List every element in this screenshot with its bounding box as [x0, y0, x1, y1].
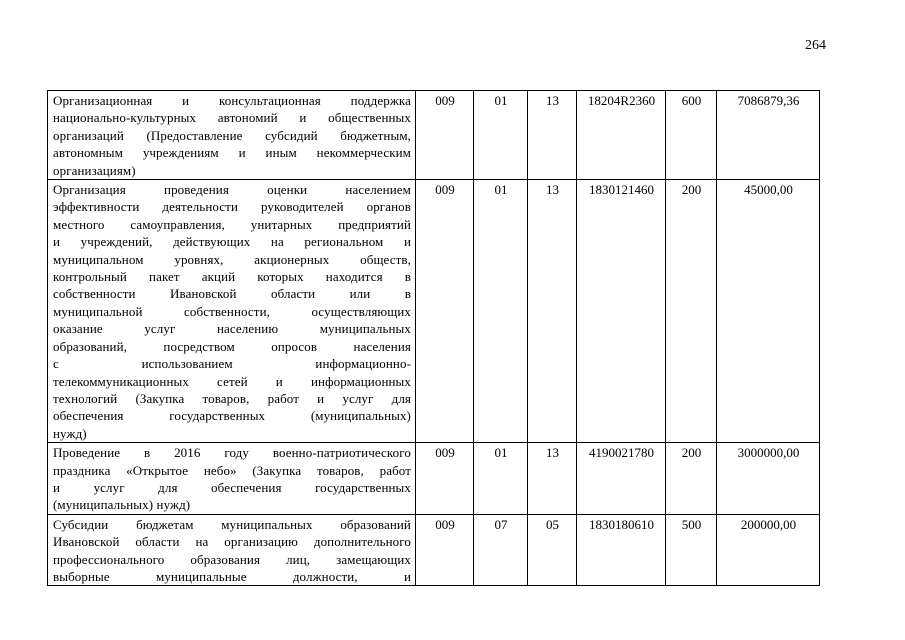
description-line: нужд)	[53, 425, 87, 441]
expense-type-cell: 200	[666, 180, 717, 443]
description-line: муниципальном уровнях, акционерных обществ,	[53, 251, 411, 267]
description-line: Проведение в 2016 году военно-патриотического	[53, 445, 411, 461]
section-code-cell: 01	[474, 180, 528, 443]
expense-type-cell: 200	[666, 443, 717, 515]
description-line: организациям)	[53, 162, 136, 178]
section-code-cell: 07	[474, 514, 528, 586]
target-article-cell: 18204R2360	[577, 91, 666, 180]
description-line: обеспечения государственных (муниципальных)	[53, 408, 411, 424]
subsection-code-cell: 05	[528, 514, 577, 586]
description-line: профессионального образования лиц, замещающих	[53, 551, 411, 567]
ministry-code-cell: 009	[416, 91, 474, 180]
description-line: Организационная и консультационная поддержка	[53, 93, 411, 108]
subsection-code-cell: 13	[528, 180, 577, 443]
description-line: контрольный пакет акций которых находится в	[53, 269, 411, 285]
description-line: с использованием информационно-	[53, 356, 411, 372]
description-line: муниципальной собственности, осуществляющих	[53, 303, 411, 319]
subsection-code-cell: 13	[528, 91, 577, 180]
target-article-cell: 1830180610	[577, 514, 666, 586]
description-cell	[48, 514, 416, 586]
amount-cell: 3000000,00	[717, 443, 820, 515]
budget-table	[47, 90, 820, 586]
target-article-cell: 4190021780	[577, 443, 666, 515]
ministry-code-cell: 009	[416, 443, 474, 515]
description-line: и учреждений, действующих на региональном и	[53, 234, 411, 250]
page-number: 264	[805, 38, 826, 53]
expense-type-cell: 500	[666, 514, 717, 586]
table-row	[48, 180, 820, 443]
description-line: национально-культурных автономий и общественных	[53, 110, 411, 126]
description-line: технологий (Закупка товаров, работ и услуг для	[53, 390, 411, 406]
description-line: телекоммуникационных сетей и информационных	[53, 373, 411, 389]
table-row	[48, 91, 820, 180]
target-article-cell: 1830121460	[577, 180, 666, 443]
description-line: местного самоуправления, унитарных предприятий	[53, 216, 411, 232]
description-line: Ивановской области на организацию дополнительного	[53, 534, 411, 550]
amount-cell: 45000,00	[717, 180, 820, 443]
description-line: выборные муниципальные должности, и	[53, 568, 411, 584]
table-row	[48, 443, 820, 515]
amount-cell: 200000,00	[717, 514, 820, 586]
description-line: праздника «Открытое небо» (Закупка товаров, работ	[53, 462, 411, 478]
description-line: Субсидии бюджетам муниципальных образований	[53, 516, 411, 532]
section-code-cell: 01	[474, 443, 528, 515]
description-cell	[48, 180, 416, 443]
description-line: организаций (Предоставление субсидий бюджетным,	[53, 127, 411, 143]
subsection-code-cell: 13	[528, 443, 577, 515]
amount-cell: 7086879,36	[717, 91, 820, 180]
description-line: автономным учреждениям и иным некоммерческим	[53, 145, 411, 161]
description-line: собственности Ивановской области или в	[53, 286, 411, 302]
description-line: и услуг для обеспечения государственных	[53, 479, 411, 495]
description-cell	[48, 443, 416, 515]
ministry-code-cell: 009	[416, 514, 474, 586]
ministry-code-cell: 009	[416, 180, 474, 443]
description-line: Организация проведения оценки населением	[53, 182, 411, 198]
table-row	[48, 514, 820, 586]
description-line: оказание услуг населению муниципальных	[53, 321, 411, 337]
description-line: образований, посредством опросов населения	[53, 338, 411, 354]
expense-type-cell: 600	[666, 91, 717, 180]
description-cell	[48, 91, 416, 180]
description-line: (муниципальных) нужд)	[53, 497, 191, 513]
section-code-cell: 01	[474, 91, 528, 180]
description-line: эффективности деятельности руководителей органов	[53, 199, 411, 215]
